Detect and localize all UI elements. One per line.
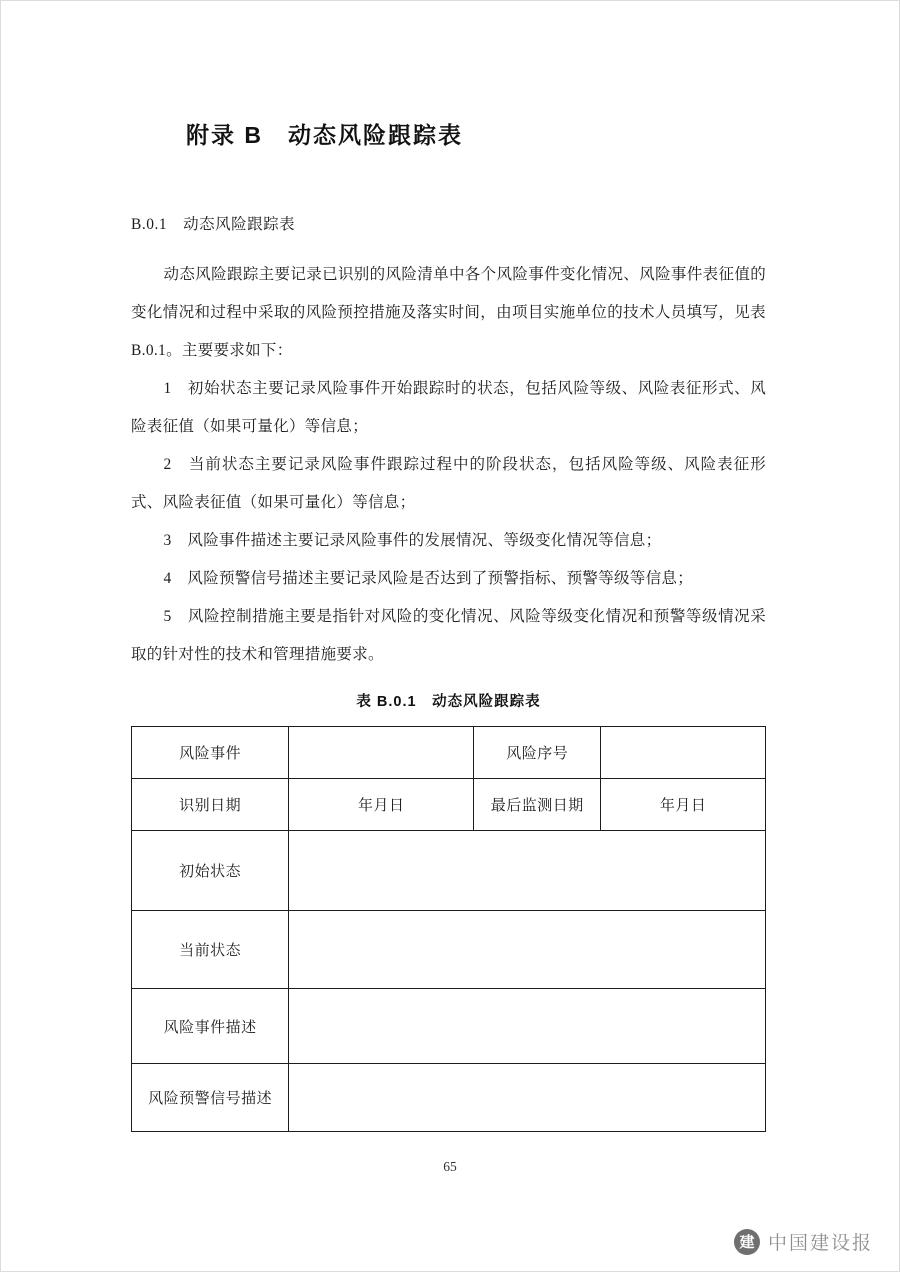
list-item-2: 2 当前状态主要记录风险事件跟踪过程中的阶段状态，包括风险等级、风险表征形式、风险表征值（如果可量化）等信息； bbox=[131, 456, 766, 511]
cell-identify-date-value: 年月日 bbox=[289, 779, 474, 831]
table-row bbox=[132, 989, 766, 1064]
cell-current-state-label: 当前状态 bbox=[132, 911, 289, 989]
cell-risk-event-value bbox=[289, 727, 474, 779]
appendix-title: 附录 B 动态风险跟踪表 bbox=[186, 122, 463, 148]
cell-identify-date-label: 识别日期 bbox=[132, 779, 289, 831]
table-row bbox=[132, 911, 766, 989]
cell-initial-state-label: 初始状态 bbox=[132, 831, 289, 911]
cell-last-monitor-date-value: 年月日 bbox=[601, 779, 766, 831]
document-content bbox=[131, 1, 766, 1132]
table-row bbox=[132, 831, 766, 911]
paragraph-intro: 动态风险跟踪主要记录已识别的风险清单中各个风险事件变化情况、风险事件表征值的变化情况和过程中采取的风险预控措施及落实时间，由项目实施单位的技术人员填写，见表 B.0.1。主要要求如下： bbox=[131, 266, 766, 359]
table-row bbox=[132, 779, 766, 831]
page-number: 65 bbox=[443, 1159, 457, 1174]
list-item-4: 4 风险预警信号描述主要记录风险是否达到了预警指标、预警等级等信息； bbox=[163, 570, 693, 587]
cell-event-description-value bbox=[289, 989, 766, 1064]
risk-tracking-table bbox=[131, 726, 766, 1132]
table-row bbox=[132, 727, 766, 779]
cell-warning-signal-label: 风险预警信号描述 bbox=[132, 1064, 289, 1132]
table-row bbox=[132, 1064, 766, 1132]
section-heading: B.0.1 动态风险跟踪表 bbox=[131, 216, 296, 233]
cell-initial-state-value bbox=[289, 831, 766, 911]
cell-risk-number-value bbox=[601, 727, 766, 779]
cell-event-description-label: 风险事件描述 bbox=[132, 989, 289, 1064]
list-item-3: 3 风险事件描述主要记录风险事件的发展情况、等级变化情况等信息； bbox=[163, 532, 662, 549]
list-item-1: 1 初始状态主要记录风险事件开始跟踪时的状态，包括风险等级、风险表征形式、风险表征值（如果可量化）等信息； bbox=[131, 380, 766, 435]
cell-current-state-value bbox=[289, 911, 766, 989]
body-text-block bbox=[131, 256, 766, 674]
publisher-name: 中国建设报 bbox=[767, 1233, 873, 1254]
cell-risk-number-label: 风险序号 bbox=[474, 727, 601, 779]
publisher-watermark bbox=[734, 1228, 873, 1255]
china-construction-news-logo-icon: 建 bbox=[734, 1229, 760, 1255]
list-item-5: 5 风险控制措施主要是指针对风险的变化情况、风险等级变化情况和预警等级情况采取的针对性的技术和管理措施要求。 bbox=[131, 608, 766, 663]
cell-risk-event-label: 风险事件 bbox=[132, 727, 289, 779]
table-caption: 表 B.0.1 动态风险跟踪表 bbox=[356, 694, 541, 710]
cell-last-monitor-date-label: 最后监测日期 bbox=[474, 779, 601, 831]
cell-warning-signal-value bbox=[289, 1064, 766, 1132]
